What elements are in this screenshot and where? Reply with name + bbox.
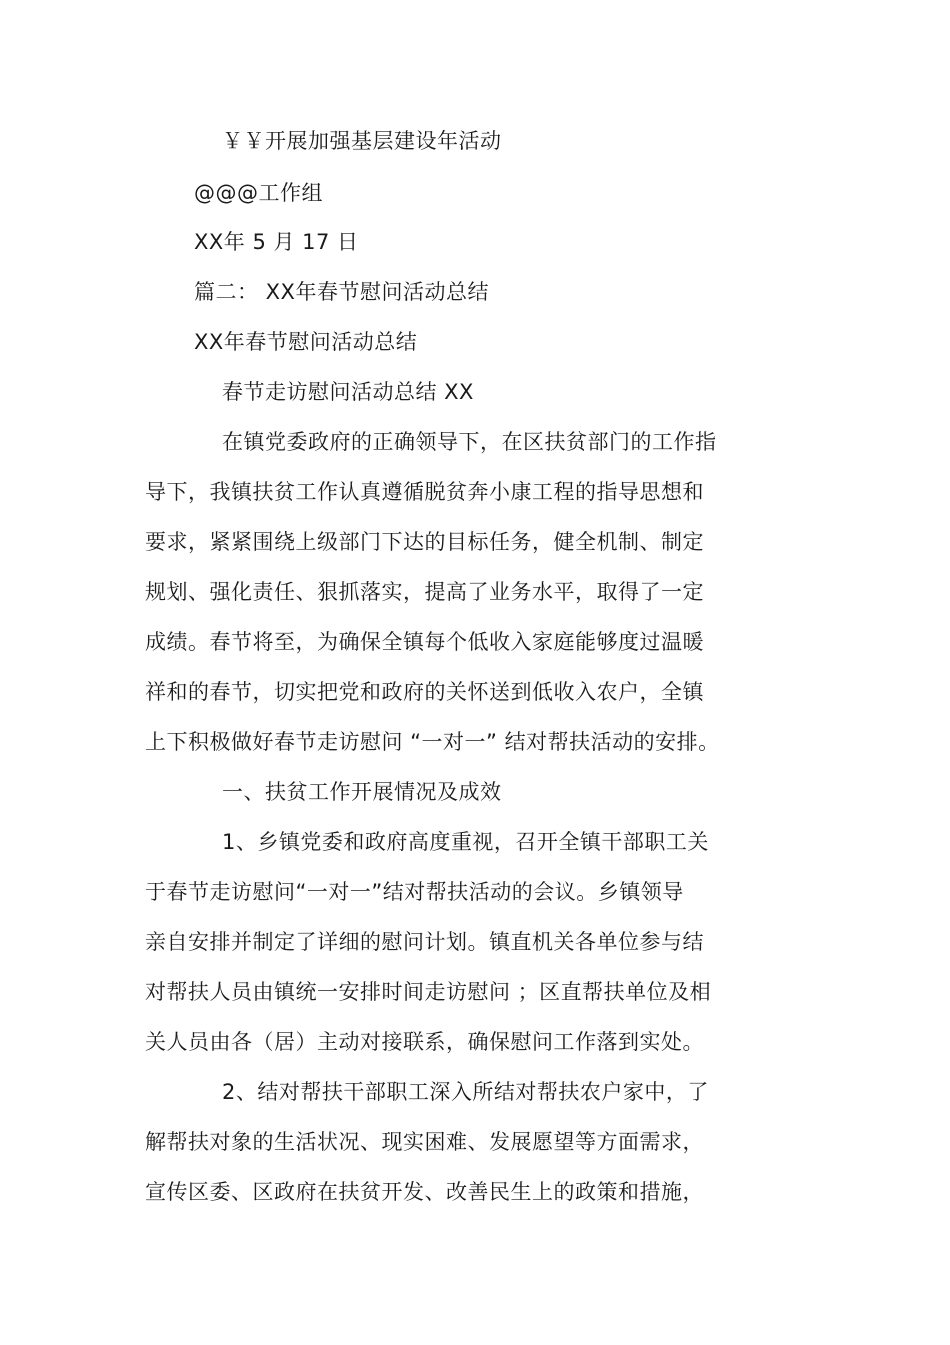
header-line-activity: ￥￥开展加强基层建设年活动 [222,129,502,153]
header-line-workgroup: @@@工作组 [194,181,323,205]
heading-1: 一、扶贫工作开展情况及成效 [222,780,502,804]
paragraph1-line: 规划、强化责任、狠抓落实，提高了业务水平，取得了一定 [145,580,704,604]
paragraph1-line: 导下，我镇扶贫工作认真遵循脱贫奔小康工程的指导思想和 [145,480,704,504]
paragraph1-line: 要求，紧紧围绕上级部门下达的目标任务，健全机制、制定 [145,530,704,554]
document-title: XX年春节慰问活动总结 [194,330,418,354]
paragraph3-line: 解帮扶对象的生活状况、现实困难、发展愿望等方面需求， [145,1130,704,1154]
section-title: 篇二： XX年春节慰问活动总结 [194,280,489,304]
paragraph2-line: 1、乡镇党委和政府高度重视，召开全镇干部职工关 [222,830,709,854]
paragraph1-line: 上下积极做好春节走访慰问 “一对一” 结对帮扶活动的安排。 [145,730,720,754]
paragraph3-line: 2、结对帮扶干部职工深入所结对帮扶农户家中，了 [222,1080,709,1104]
document-subtitle: 春节走访慰问活动总结 XX [222,380,474,404]
header-line-date: XX年 5 月 17 日 [194,230,359,254]
paragraph1-line: 成绩。春节将至，为确保全镇每个低收入家庭能够度过温暖 [145,630,704,654]
paragraph2-line: 亲自安排并制定了详细的慰问计划。镇直机关各单位参与结 [145,930,704,954]
paragraph1-line: 在镇党委政府的正确领导下，在区扶贫部门的工作指 [222,430,717,454]
paragraph2-line: 对帮扶人员由镇统一安排时间走访慰问 ；区直帮扶单位及相 [145,980,712,1004]
paragraph3-line: 宣传区委、区政府在扶贫开发、改善民生上的政策和措施， [145,1180,704,1204]
paragraph2-line: 于春节走访慰问“一对一”结对帮扶活动的会议。乡镇领导 [145,880,684,904]
paragraph2-line: 关人员由各（居）主动对接联系，确保慰问工作落到实处。 [145,1030,704,1054]
paragraph1-line: 祥和的春节，切实把党和政府的关怀送到低收入农户，全镇 [145,680,704,704]
